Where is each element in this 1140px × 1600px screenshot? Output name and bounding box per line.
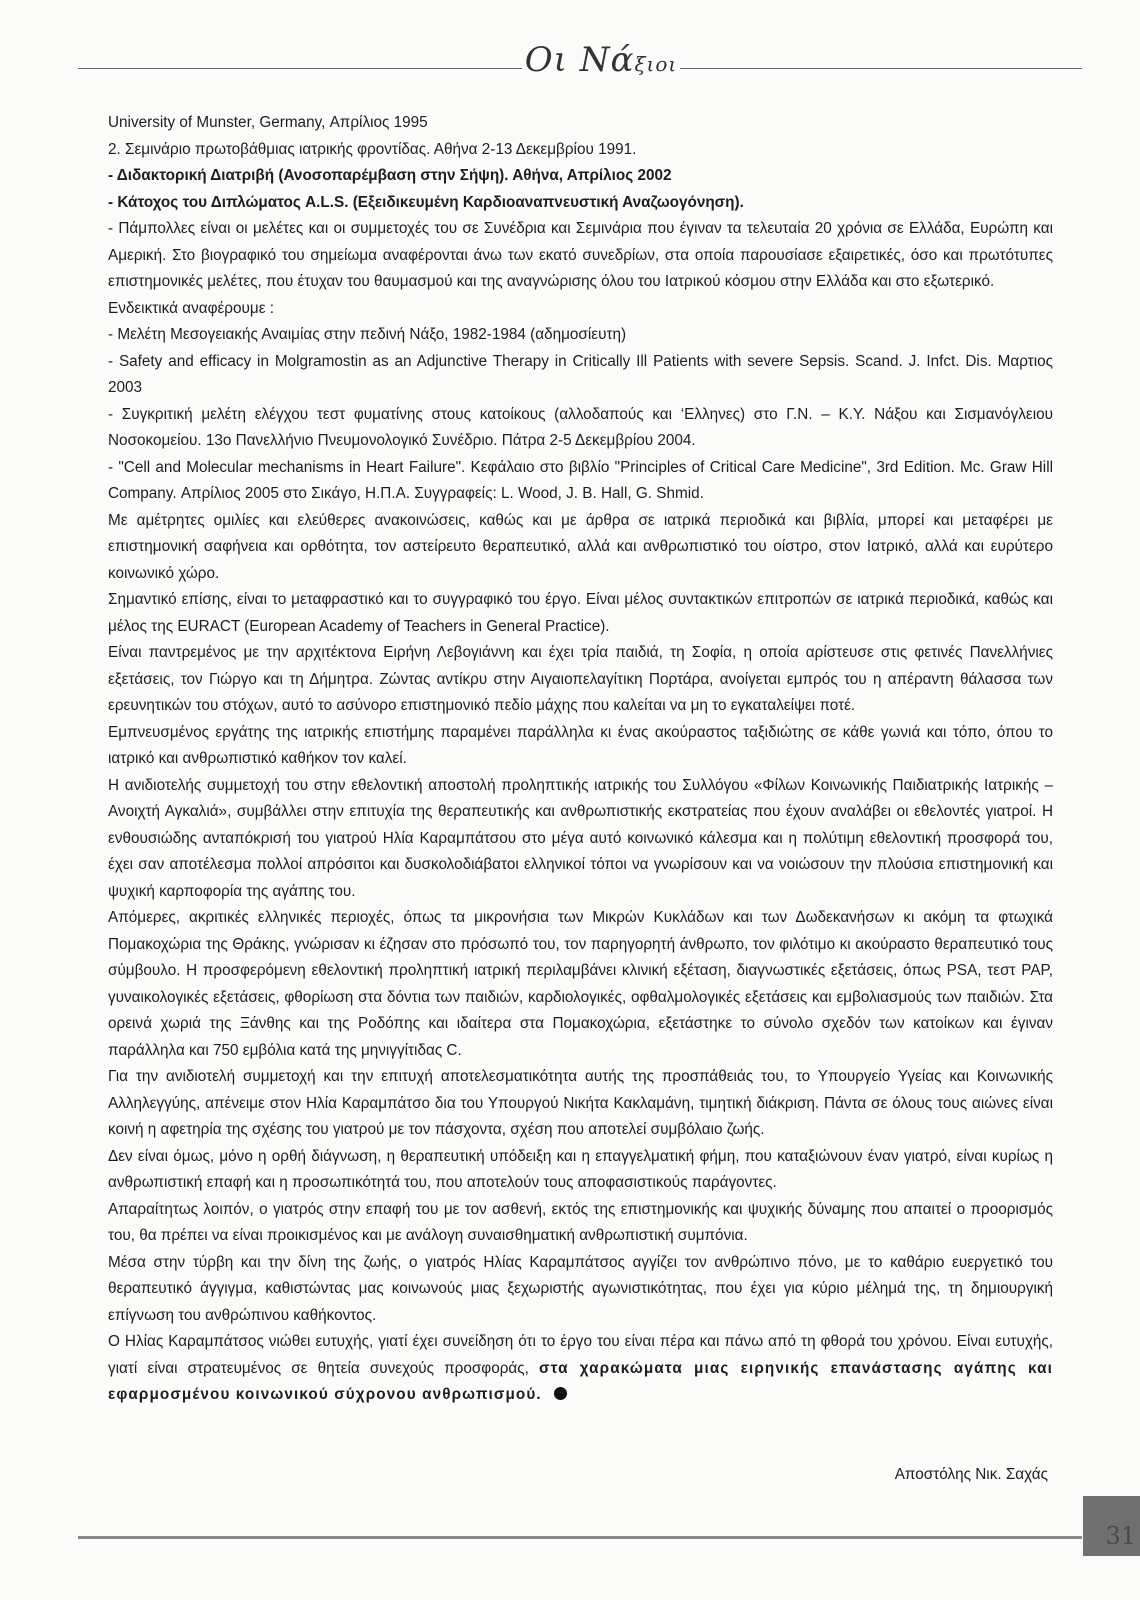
publication-item: - Safety and efficacy in Molgramostin as an Adjunctive Therapy in Critically Ill Patients with severe Sepsis. Scand. J. Infct. Dis. Μαρτιος 2003 (108, 352, 1053, 396)
header-rule-right (680, 68, 1082, 69)
paragraph: Εμπνευσμένος εργάτης της ιατρικής επιστήμης παραμένει παράλληλα κι ένας ακούραστος ταξιδιώτης σε κάθε γωνιά και τόπο, όπου το ιατρικό και ανθρωπιστικό καθήκον τον καλεί. (108, 723, 1053, 767)
author-signature: Αποστόλης Νικ. Σαχάς (894, 1466, 1048, 1483)
paragraph: Δεν είναι όμως, μόνο η ορθή διάγνωση, η θεραπευτική υπόδειξη και η επαγγελματική φήμη, που καταξιώνουν έναν γιατρό, είναι κυρίως η ανθρωπιστική επαφή και η προσωπικότητά του, που αποτελούν τους αποφασιστικούς παράγοντες. (108, 1147, 1053, 1191)
magazine-masthead (522, 40, 680, 84)
cv-line: 2. Σεμινάριο πρωτοβάθμιας ιατρικής φροντίδας. Αθήνα 2-13 Δεκεμβρίου 1991. (108, 140, 637, 158)
cv-line-bold: - Κάτοχος του Διπλώματος A.L.S. (Εξειδικευμένη Καρδιοαναπνευστική Αναζωογόνηση). (108, 193, 744, 211)
paragraph: Είναι παντρεμένος με την αρχιτέκτονα Ειρήνη Λεβογιάννη και έχει τρία παιδιά, τη Σοφία, η οποία αρίστευσε στις φετινές Πανελλήνιες εξετάσεις, τον Γιώργο και τη Δήμητρα. Ζώντας αντίκρυ στην Αιγαιοπελαγίτικη Πορτάρα, ανοίγεται εμπρός του η απέραντη θάλασσα των ερευνητικών του στόχων, αυτό το ασύνορο επιστημονικό πεδίο μάχης που καλείται να μη το εγκαταλείψει ποτέ. (108, 644, 1053, 714)
end-mark-icon (554, 1387, 567, 1400)
paragraph: Η ανιδιοτελής συμμετοχή του στην εθελοντική αποστολή προληπτικής ιατρικής του Συλλόγου «Φίλων Κοινωνικής Παιδιατρικής Ιατρικής – Ανοιχτή Αγκαλιά», συμβάλλει στην επιτυχία της θεραπευτικής και ανθρωπιστικής εκστρατείας που έχουν αναλάβει οι εθελοντές γιατροί. Η ενθουσιώδης ανταπόκρισή του γιατρού Ηλία Καραμπάτσου στο μέγα αυτό κοινωνικό κάλεσμα και η πολύτιμη εθελοντική προσφορά του, έχει σαν αποτέλεσμα πολλοί απρόσιτοι και δυσκολοδιάβατοι ελληνικοί τόποι να γνωρίσουν και να νοιώσουν την πλούσια επιστημονική και ψυχική καρποφορία της αγάπης του. (108, 776, 1053, 900)
closing-statement: στα χαρακώματα μιας ειρηνικής επανάστασης αγάπης και εφαρμοσμένου κοινωνικού σύχρονου ανθρωπισμού. (108, 1359, 1053, 1403)
paragraph-final (108, 1329, 1053, 1409)
page-number-box (1083, 1496, 1140, 1556)
page-number: 31 (1105, 1522, 1136, 1550)
paragraph: Για την ανιδιοτελή συμμετοχή και την επιτυχή αποτελεσματικότητα αυτής της προσπάθειάς του, το Υπουργείο Υγείας και Κοινωνικής Αλληλεγγύης, απένειμε στον Ηλία Καραμπάτσο δια του Υπουργού Νικήτα Κακλαμάνη, τιμητική διάκριση. Πάντα σε όλους τους αιώνες είναι κοινή η αφετηρία της σχέσης του γιατρού με τον πάσχοντα, σχέση που αποτελεί συμβόλαιο ζωής. (108, 1068, 1053, 1138)
masthead-main: Οι Νά (524, 40, 635, 80)
final-text: Ο Ηλίας Καραμπάτσος νιώθει ευτυχής, γιατί έχει συνείδηση ότι το έργο του είναι πέρα και πάνω από τη φθορά του χρόνου. Είναι ευτυχής, γιατί είναι στρατευμένος σε θητεία συνεχούς προσφοράς, (108, 1333, 1053, 1377)
paragraph: Απόμερες, ακριτικές ελληνικές περιοχές, όπως τα μικρονήσια των Μικρών Κυκλάδων και των Δωδεκανήσων κι ακόμη τα φτωχικά Πομακοχώρια της Θράκης, γνώρισαν κι έζησαν στο πρόσωπό του, τον παρηγορητή άνθρωπο, τον φιλότιμο κι ακούραστο θεραπευτικό τους σύμβουλο. Η προσφερόμενη εθελοντική προληπτική ιατρική περιλαμβάνει κλινική εξέταση, διαγνωστικές εξετάσεις, όπως PSA, τεστ PAP, γυναικολογικές εξετάσεις, φθορίωση στα δόντια των παιδιών, καρδιολογικές, οφθαλμολογικές εξετάσεις και εμβολιασμούς των παιδιών. Στα ορεινά χωριά της Ξάνθης και της Ροδόπης και ιδαίτερα στα Πομακοχώρια, εξετάστηκε το σύνολο σχεδόν των κατοίκων και έγιναν παράλληλα και 750 εμβόλια κατά της μηνιγγίτιδας C. (108, 909, 1053, 1059)
publication-item: - Συγκριτική μελέτη ελέγχου τεστ φυματίνης στους κατοίκους (αλλοδαπούς και ‘Ελληνες) στο Γ.Ν. – Κ.Υ. Νάξου και Σισμανόγλειου Νοσοκομείου. 13ο Πανελλήνιο Πνευμονολογικό Συνέδριο. Πάτρα 2-5 Δεκεμβρίου 2004. (108, 405, 1053, 449)
masthead-small: ξιοι (634, 52, 678, 76)
header-rule-left (78, 68, 522, 69)
publication-item: - Μελέτη Μεσογειακής Αναιμίας στην πεδινή Νάξο, 1982-1984 (αδημοσίευτη) (108, 326, 627, 343)
paragraph: Απαραίτητως λοιπόν, ο γιατρός στην επαφή του με τον ασθενή, εκτός της επιστημονικής και ψυχικής δύναμης που απαιτεί ο προορισμός του, θα πρέπει να είναι προικισμένος και με ανάλογη συναισθηματική ανθρωπιστική συμπόνια. (108, 1200, 1053, 1244)
paragraph: Σημαντικό επίσης, είναι το μεταφραστικό και το συγγραφικό του έργο. Είναι μέλος συντακτικών επιτροπών σε ιατρικά περιοδικά, καθώς και μέλος της EURACT (European Academy of Teachers in General Practice). (108, 591, 1053, 635)
publication-item: - "Cell and Molecular mechanisms in Heart Failure". Κεφάλαιο στο βιβλίο "Principles of Critical Care Medicine", 3rd Edition. Mc. Graw Hill Company. Απρίλιος 2005 στο Σικάγο, Η.Π.Α. Συγγραφείς: L. Wood, J. B. Hall, G. Shmid. (108, 458, 1053, 502)
cv-line: University of Munster, Germany, Απρίλιος 1995 (108, 114, 428, 131)
paragraph: Με αμέτρητες ομιλίες και ελεύθερες ανακοινώσεις, καθώς και με άρθρα σε ιατρικά περιοδικά και βιβλία, μπορεί και μεταφέρει με επιστημονική σαφήνεια και ορθότητα, τον αστείρευτο θεραπευτικό, αλλά και ανθρωπιστικό του οίστρο, στον Ιατρικό, αλλά και ευρύτερο κοινωνικό χώρο. (108, 511, 1053, 582)
footer-rule (78, 1536, 1082, 1539)
paragraph: Ενδεικτικά αναφέρουμε : (108, 299, 275, 317)
paragraph: Μέσα στην τύρβη και την δίνη της ζωής, ο γιατρός Ηλίας Καραμπάτσος αγγίζει τον ανθρώπινο πόνο, με το καθάριο ευεργετικό του θεραπευτικό άγγιγμα, καθιστώντας μας κοινωνούς μιας ξεχωριστής αγωνιστικότητας, που έχει για κύριο μέλημά της, τη δημιουργική επίγνωση του ανθρώπινου καθήκοντος. (108, 1253, 1053, 1324)
article-body (108, 110, 1053, 1409)
paragraph: - Πάμπολλες είναι οι μελέτες και οι συμμετοχές του σε Συνέδρια και Σεμινάρια που έγιναν τα τελευταία 20 χρόνια σε Ελλάδα, Ευρώπη και Αμερική. Στο βιογραφικό του σημείωμα αναφέρονται άνω των εκατό συνεδρίων, στα οποία παρουσίασε εξαιρετικές, όσο και πρωτότυπες επιστημονικές μελέτες, που έτυχαν του θαυμασμού και της αναγνώρισης όλου του Ιατρικού κόσμου στην Ελλάδα και στο εξωτερικό. (108, 220, 1053, 290)
cv-line-bold: - Διδακτορική Διατριβή (Ανοσοπαρέμβαση στην Σήψη). Αθήνα, Απρίλιος 2002 (108, 167, 672, 184)
